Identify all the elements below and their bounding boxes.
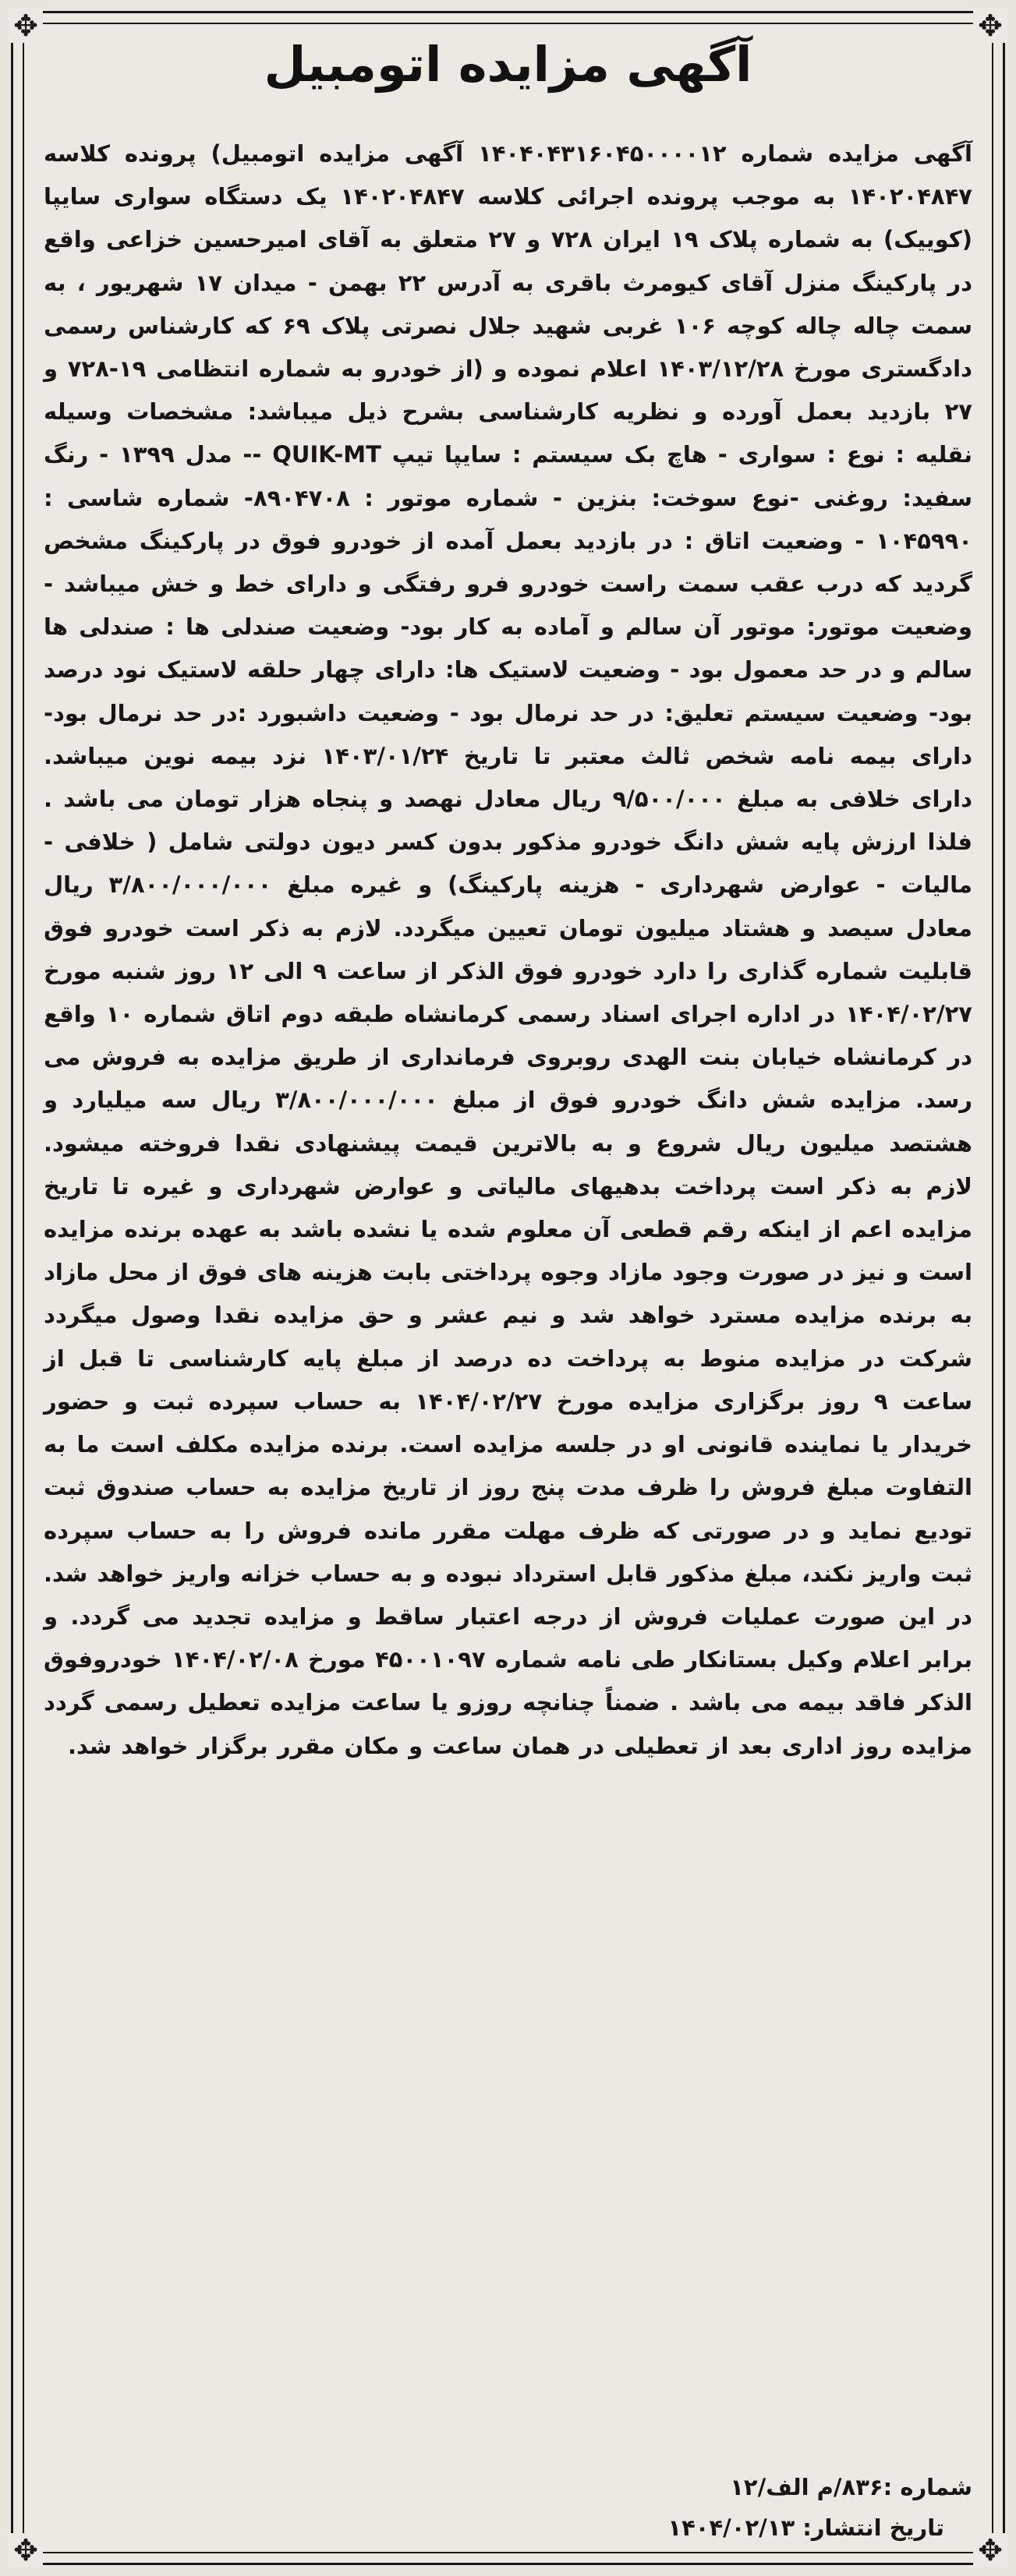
notice-number: شماره :۸۳۶/م الف/۱۲	[730, 2474, 972, 2500]
notice-title: آگهی مزایده اتومبیل	[264, 36, 752, 93]
corner-ornament-icon: ✥	[973, 9, 1007, 43]
corner-ornament-icon: ✥	[973, 2533, 1007, 2567]
corner-ornament-icon: ✥	[9, 2533, 43, 2567]
corner-ornament-icon: ✥	[9, 9, 43, 43]
notice-footer	[44, 2467, 972, 2548]
notice-body: آگهی مزایده شماره ۱۴۰۴۰۴۳۱۶۰۴۵۰۰۰۰۱۲ آگهی مزایده اتومبیل) پرونده کلاسه ۱۴۰۲۰۴۸۴۷ به موجب پرونده اجرائی کلاسه ۱۴۰۲۰۴۸۴۷ یک دستگاه سواری سایپا (کوییک) به شماره پلاک ۱۹ ایران ۷۲۸ و ۲۷ متعلق به آقای امیرحسین خزاعی واقع در پارکینگ منزل آقای کیومرث باقری به آدرس ۲۲ بهمن - میدان ۱۷ شهریور ، به سمت چاله چاله کوچه ۱۰۶ غربی شهید جلال نصرتی پلاک ۶۹ که کارشناس رسمی دادگستری مورخ ۱۴۰۳/۱۲/۲۸ اعلام نموده و (از خودرو به شماره انتظامی ۱۹-۷۲۸ و ۲۷ بازدید بعمل آورده و نظریه کارشناسی بشرح ذیل میباشد: مشخصات وسیله نقلیه : نوع : سواری - هاچ بک سیستم : سایپا تیپ QUIK-MT -- مدل ۱۳۹۹ - رنگ سفید: روغنی -نوع سوخت: بنزین - شماره موتور : ۸۹۰۴۷۰۸- شماره شاسی : ۱۰۴۵۹۹۰ - وضعیت اتاق : در بازدید بعمل آمده از خودرو فوق در پارکینگ مشخص گردید که درب عقب سمت راست خودرو فرو رفتگی و دارای خط و خش میباشد - وضعیت موتور: موتور آن سالم و آماده به کار بود- وضعیت صندلی ها : صندلی ها سالم و در حد معمول بود - وضعیت لاستیک ها: دارای چهار حلقه لاستیک نود درصد بود- وضعیت سیستم تعلیق: در حد نرمال بود - وضعیت داشبورد :در حد نرمال بود- دارای بیمه نامه شخص ثالث معتبر تا تاریخ ۱۴۰۳/۰۱/۲۴ نزد بیمه نوین میباشد. دارای خلافی به مبلغ ۹/۵۰۰/۰۰۰ ریال معادل نهصد و پنجاه هزار تومان می باشد . فلذا ارزش پایه شش دانگ خودرو مذکور بدون کسر دیون دولتی شامل ( خلافی - مالیات - عوارض شهرداری - هزینه پارکینگ) و غیره مبلغ ۳/۸۰۰/۰۰۰/۰۰۰ ریال معادل سیصد و هشتاد میلیون تومان تعیین میگردد. لازم به ذکر است خودرو فوق قابلیت شماره گذاری را دارد خودرو فوق الذکر از ساعت ۹ الی ۱۲ روز شنبه مورخ ۱۴۰۴/۰۲/۲۷ در اداره اجرای اسناد رسمی کرمانشاه طبقه دوم اتاق شماره ۱۰ واقع در کرمانشاه خیابان بنت الهدی روبروی فرمانداری از طریق مزایده به فروش می رسد. مزایده شش دانگ خودرو فوق از مبلغ ۳/۸۰۰/۰۰۰/۰۰۰ ریال سه میلیارد و هشتصد میلیون ریال شروع و به بالاترین قیمت پیشنهادی نقدا فروخته میشود. لازم به ذکر است پرداخت بدهیهای مالیاتی و عوارض شهرداری و غیره تا تاریخ مزایده اعم از اینکه رقم قطعی آن معلوم شده یا نشده باشد به عهده برنده مزایده است و نیز در صورت وجود مازاد وجوه پرداختی بابت هزینه های فوق از محل مازاد به برنده مزایده مسترد خواهد شد و نیم عشر و حق مزایده نقدا وصول میگردد شرکت در مزایده منوط به پرداخت ده درصد از مبلغ پایه کارشناسی تا قبل از ساعت ۹ روز برگزاری مزایده مورخ ۱۴۰۴/۰۲/۲۷ به حساب سپرده ثبت و حضور خریدار یا نماینده قانونی او در جلسه مزایده است. برنده مزایده مکلف است ما به التفاوت مبلغ فروش را ظرف مدت پنج روز از تاریخ مزایده به حساب صندوق ثبت تودیع نماید و در صورتی که ظرف مهلت مقرر مانده فروش را به حساب سپرده ثبت واریز نکند، مبلغ مذکور قابل استرداد نبوده و به حساب خزانه واریز خواهد شد. در این صورت عملیات فروش از درجه اعتبار ساقط و مزایده تجدید می گردد. و برابر اعلام وکیل بستانکار طی نامه شماره ۴۵۰۰۱۰۹۷ مورخ ۱۴۰۴/۰۲/۰۸ خودروفوق الذکر فاقد بیمه می باشد . ضمناً چنانچه روزو یا ساعت مزایده تعطیل رسمی گردد مزایده روز اداری بعد از تعطیلی در همان ساعت و مکان مقرر برگزار خواهد شد.	[44, 140, 972, 1759]
publication-date: تاریخ انتشار: ۱۴۰۴/۰۲/۱۳	[667, 2514, 944, 2541]
